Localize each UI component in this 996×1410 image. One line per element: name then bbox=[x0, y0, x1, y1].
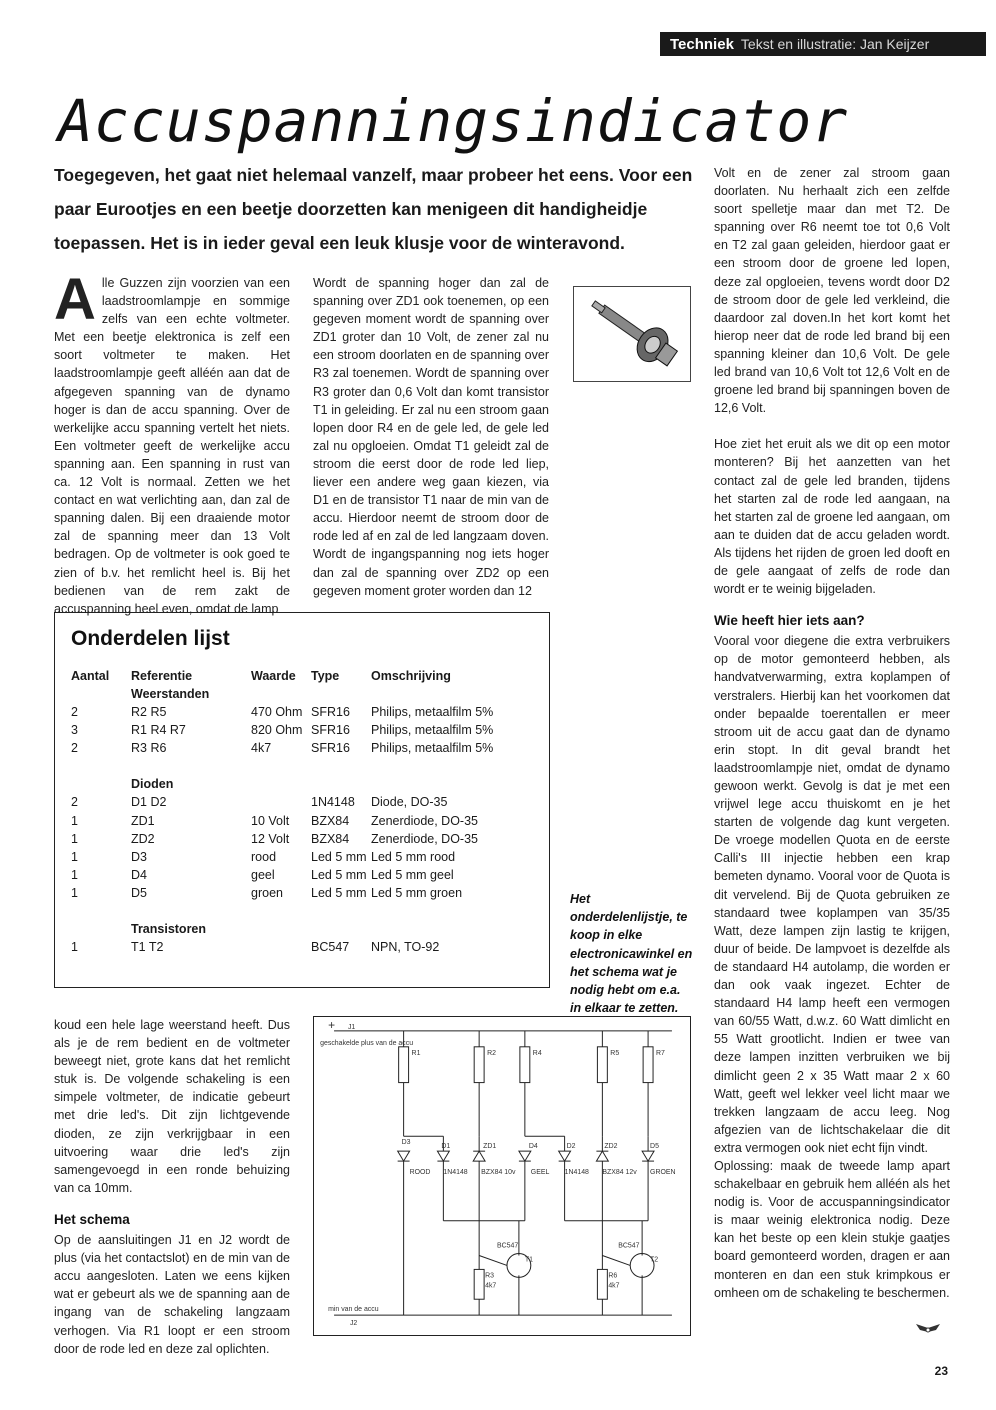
table-row bbox=[71, 938, 533, 956]
table-row bbox=[71, 866, 533, 884]
header-waarde: Waarde bbox=[251, 669, 296, 683]
group-name: Transistoren bbox=[131, 922, 207, 937]
spacer-row bbox=[71, 757, 533, 775]
d5-label: D5 bbox=[650, 1143, 659, 1151]
cell: 1 bbox=[71, 940, 78, 955]
resistor-r5 bbox=[597, 1031, 619, 1136]
cell: R1 R4 R7 bbox=[131, 723, 186, 738]
transistor-t2 bbox=[618, 1221, 658, 1315]
table-row bbox=[71, 848, 533, 866]
resistor-r2 bbox=[474, 1031, 496, 1136]
spacer-row bbox=[71, 902, 533, 920]
d5-value: GROEN bbox=[650, 1169, 676, 1177]
d2-label: D2 bbox=[566, 1143, 576, 1151]
figure-caption: Het onderdelenlijstje, te koop in elke electronicawinkel en het schema wat je nodig hebt om e.a. in elkaar te zetten. bbox=[570, 892, 693, 1016]
header-aantal: Aantal bbox=[71, 669, 110, 683]
column-2-text: Wordt de spanning hoger dan zal de spanning over ZD1 ook toenemen, op een gegeven moment wordt de spanning over ZD1 groter dan 10 Volt, de zener zal nu een stroom doorlaten en de spanning over R3 zal toenemen. Wordt de spanning over R3 groter dan 0,6 Volt dan komt transistor T1 in geleiding. Er zal nu een stroom gaan lopen door R4 en de gele led, de gele led zal nu opgloeien. Omdat T1 geleidt zal de stroom die eerst door de rode led liep, liever een andere weg gaan kiezen, via D1 en de transistor T1 naar de min van de accu. Hierdoor neemt de stroom door de rode led af en zal de led langzaam doven. Wordt de ingangspanning nog iets hoger dan zal de spanning over ZD2 op een gegeven moment groter worden dan 12 bbox=[313, 276, 549, 598]
article-intro: Toegegeven, het gaat niet helemaal vanzelf, maar probeer het eens. Voor een paar Eurootjes en een beetje doorzetten kan menigeen dit handigheidje toepassen. Het is in ieder geval een leuk klusje voor de winteravond. bbox=[54, 165, 693, 253]
cell: BZX84 bbox=[311, 813, 350, 828]
cell: Led 5 mm bbox=[311, 849, 367, 864]
j2-label: J2 bbox=[349, 1320, 358, 1328]
cell: D3 bbox=[131, 849, 147, 864]
r1-label: R1 bbox=[411, 1049, 421, 1057]
diode-d2 bbox=[559, 1136, 589, 1220]
column-4-paragraph: Op de aansluitingen J1 en J2 wordt de plus (via het contactslot) en de min van de accu aangesloten. Laten we eens kijken wat er gebeurt als we de spanning aan de ingang van de schakeling langzaam verhogen. Via R1 loopt er een stroom door de rode led en deze zal oplichten. bbox=[54, 1233, 290, 1356]
zd1-label: ZD1 bbox=[483, 1143, 497, 1151]
cell: BZX84 bbox=[311, 831, 350, 846]
parts-table bbox=[71, 669, 533, 956]
cell: groen bbox=[251, 885, 283, 900]
t2-label: T2 bbox=[650, 1256, 659, 1264]
d2-value: 1N4148 bbox=[564, 1169, 589, 1177]
zd2-label: ZD2 bbox=[604, 1143, 618, 1151]
cell: 820 Ohm bbox=[251, 723, 303, 738]
cell: 470 Ohm bbox=[251, 705, 303, 720]
r7-label: R7 bbox=[656, 1049, 665, 1057]
d1-label: D1 bbox=[441, 1143, 451, 1151]
cell: ZD1 bbox=[131, 813, 155, 828]
cell: NPN, TO-92 bbox=[371, 940, 440, 955]
table-row bbox=[71, 721, 533, 739]
cell: 2 bbox=[71, 795, 78, 810]
column-4 bbox=[54, 1016, 290, 1358]
cell: Diode, DO-35 bbox=[371, 795, 448, 810]
zd2-value: BZX84 12v bbox=[602, 1169, 637, 1177]
led-d4 bbox=[519, 1143, 550, 1221]
cell: R3 R6 bbox=[131, 741, 167, 756]
table-row bbox=[71, 812, 533, 830]
cell: Philips, metaalfilm 5% bbox=[371, 723, 494, 738]
table-row bbox=[71, 703, 533, 721]
cell: D5 bbox=[131, 885, 147, 900]
r2-label: R2 bbox=[487, 1049, 496, 1057]
column-3-paragraph: Hoe ziet het eruit als we dit op een motor monteren? Bij het aanzetten van het contact zal de gele led branden, tijdens het starten zal de rode led aangaan, na het starten zal de groene led aangaan, om aan te duiden dat de accu geladen wordt. Als tijdens het rijden de groen led dooft en de gele aangaat of zelfs de rode dan wordt er te weinig bijgeladen. bbox=[714, 437, 950, 597]
cell: SFR16 bbox=[311, 741, 350, 756]
d3-label: D3 bbox=[401, 1139, 411, 1147]
group-name: Weerstanden bbox=[131, 687, 210, 701]
r3-label: R3 bbox=[485, 1272, 494, 1280]
parts-list bbox=[54, 612, 550, 988]
cell: BC547 bbox=[311, 940, 350, 955]
cell: Led 5 mm bbox=[311, 867, 367, 882]
resistor-r4 bbox=[520, 1031, 542, 1136]
page-number: 23 bbox=[934, 1364, 948, 1378]
table-row bbox=[71, 830, 533, 848]
column-1-text: lle Guzzen zijn voorzien van een laadstroomlampje en sommige zelfs van een echte voltmeter. Met een beetje elektronica is zelf een soort voltmeter te maken. Het laadstroomlampje geeft alléén aan dat de afgegeven spanning van de dynamo hoger is dan de accu spanning. Over de werkelijke accu spanning vertelt het niets. Een voltmeter geeft de werkelijke accu spanning aan. Een spanning in rust van ca. 12 Volt is normaal. Zetten we het contact en wat verlichting aan, dan zal de spanning dalen. Bij een draaiende motor zal de spanning meer dan 13 Volt bedragen. Op de voltmeter is ook goed te zien of b.v. het remlicht heel is. Bij het bedienen van de rem zakt de accuspanning heel even, omdat de lamp bbox=[54, 276, 290, 616]
cell: SFR16 bbox=[311, 723, 350, 738]
subheading-wie: Wie heeft hier iets aan? bbox=[714, 613, 865, 629]
resistor-r3 bbox=[474, 1256, 496, 1316]
plus-symbol: + bbox=[328, 1017, 336, 1032]
zener-zd2 bbox=[596, 1136, 640, 1255]
cell: 1 bbox=[71, 813, 78, 828]
led-d3 bbox=[398, 1139, 431, 1315]
zd1-value: BZX84 10v bbox=[481, 1169, 516, 1177]
cell: Led 5 mm geel bbox=[371, 867, 454, 882]
table-row bbox=[71, 884, 533, 902]
transistor-t1 bbox=[497, 1221, 533, 1315]
group-name: Dioden bbox=[131, 777, 174, 792]
column-3 bbox=[714, 164, 950, 1302]
plus-label: geschakelde plus van de accu bbox=[320, 1039, 414, 1047]
header-omschrijving: Omschrijving bbox=[371, 669, 451, 683]
minus-label: min van de accu bbox=[328, 1306, 379, 1314]
column-4-paragraph: koud een hele lage weerstand heeft. Dus als je de rem bedient en de voltmeter beweegt niet, grote kans dat het remlicht stuk is. De volgende schakeling is een simpele voltmeter, de indicatie gebeurt met drie led's. Dit zijn lichtgevende dioden, ze zijn verkrijgbaar in een uitvoering waar drie led's zijn samengevoegd in een ronde behuizing van ca 10mm. bbox=[54, 1018, 290, 1195]
table-row bbox=[71, 793, 533, 811]
cell: 1 bbox=[71, 831, 78, 846]
column-3-paragraph: Volt en de zener zal stroom gaan doorlaten. Nu herhaalt zich een zelfde soort spelletje maar dan met T2. De spanning over R6 neemt toe tot 0,6 Volt en T2 zal gaan geleiden, hierdoor gaat er een stroom door de groene led lopen, deze zal opgloeien, tevens wordt door D2 de stroom door de gele led verkleind, die daardoor zal doven.In het kort komt het hierop neer dat de rode led brand bij een spanning kleiner dan 10,6 Volt. De gele led brand van 10,6 Volt tot 12,6 Volt en de groene led brand bij spanningen boven de 12,6 Volt. bbox=[714, 166, 950, 416]
column-1 bbox=[54, 267, 290, 618]
t2-type: BC547 bbox=[618, 1242, 640, 1250]
header-type: Type bbox=[311, 669, 340, 683]
r6-value: 4k7 bbox=[608, 1282, 620, 1290]
cell: 4k7 bbox=[251, 741, 272, 756]
j1-label: J1 bbox=[347, 1023, 356, 1031]
parts-body bbox=[71, 685, 533, 956]
drop-cap: A bbox=[54, 267, 96, 332]
subheading-schema: Het schema bbox=[54, 1211, 130, 1227]
group-row bbox=[71, 685, 533, 703]
d3-value: ROOD bbox=[409, 1169, 431, 1177]
r4-label: R4 bbox=[532, 1049, 542, 1057]
d4-value: GEEL bbox=[530, 1169, 550, 1177]
parts-header-row bbox=[71, 669, 533, 685]
parts-list-title: Onderdelen lijst bbox=[71, 627, 230, 650]
cell: Zenerdiode, DO-35 bbox=[371, 831, 479, 846]
cell: 1 bbox=[71, 885, 78, 900]
cell: D4 bbox=[131, 867, 147, 882]
diode-d1 bbox=[437, 1136, 467, 1220]
header-referentie: Referentie bbox=[131, 669, 193, 683]
cell: Led 5 mm bbox=[311, 885, 367, 900]
cell: Philips, metaalfilm 5% bbox=[371, 705, 494, 720]
cell: SFR16 bbox=[311, 705, 350, 720]
resistor-r6 bbox=[597, 1256, 619, 1316]
cell: Zenerdiode, DO-35 bbox=[371, 813, 479, 828]
cell: R2 R5 bbox=[131, 705, 167, 720]
cell: D1 D2 bbox=[131, 795, 167, 810]
zener-zd1 bbox=[473, 1136, 519, 1255]
t1-type: BC547 bbox=[497, 1242, 519, 1250]
cell: Led 5 mm rood bbox=[371, 849, 456, 864]
t1-label: T1 bbox=[524, 1256, 533, 1264]
circuit-schematic bbox=[313, 1016, 691, 1336]
cell bbox=[251, 938, 311, 956]
r6-label: R6 bbox=[608, 1272, 618, 1280]
d4-label: D4 bbox=[528, 1143, 538, 1151]
cell: ZD2 bbox=[131, 831, 155, 846]
group-row bbox=[71, 920, 533, 938]
column-2 bbox=[313, 274, 549, 600]
r5-label: R5 bbox=[610, 1049, 620, 1057]
cell: 1 bbox=[71, 849, 78, 864]
cell: rood bbox=[251, 849, 277, 864]
cell: Led 5 mm groen bbox=[371, 885, 463, 900]
led-d5 bbox=[642, 1136, 675, 1220]
cell: T1 T2 bbox=[131, 940, 164, 955]
r3-value: 4k7 bbox=[485, 1282, 497, 1290]
section-header bbox=[660, 32, 986, 56]
author-credit: Tekst en illustratie: Jan Keijzer bbox=[740, 36, 930, 52]
cell: 3 bbox=[71, 723, 78, 738]
resistor-r7 bbox=[643, 1031, 665, 1136]
crankshaft-illustration bbox=[573, 286, 691, 382]
section-name: Techniek bbox=[670, 35, 734, 53]
group-row bbox=[71, 775, 533, 793]
table-row bbox=[71, 739, 533, 757]
cell: geel bbox=[251, 867, 275, 882]
d1-value: 1N4148 bbox=[443, 1169, 468, 1177]
cell: 2 bbox=[71, 741, 78, 756]
cell: 12 Volt bbox=[251, 831, 290, 846]
cell: 2 bbox=[71, 705, 78, 720]
cell: Philips, metaalfilm 5% bbox=[371, 741, 494, 756]
cell: 1N4148 bbox=[311, 795, 355, 810]
schematic-svg bbox=[314, 1017, 690, 1335]
cell: 1 bbox=[71, 867, 78, 882]
cell: 10 Volt bbox=[251, 813, 290, 828]
article-title: Accuspanningsindicator bbox=[58, 87, 849, 155]
column-3-paragraph: Oplossing: maak de tweede lamp apart schakelbaar en gebruik hem alléén als het nodig is. Voor de accuspanningsindicator is maar weinig elektronica nodig. Deze kan het beste op een klein stukje gaatjes board gemonteerd worden, dragen er aan monteren en dan een stuk krimpkous er omheen om de schakeling te beschermen. bbox=[714, 1158, 950, 1300]
cell bbox=[251, 793, 311, 811]
column-3-paragraph: Vooral voor diegene die extra verbruikers op de motor gemonteerd hebben, als handvatverwarming, extra koplampen of verstralers. Hierbij kan het voorkomen dat onder bepaalde toerentallen er meer stroom uit de accu gaat dan de dynamo erin stopt. In dit geval brandt het laadstroomlampje niet, omdat de dynamo gewoon werkt. Gevolg is dat je met een vrijwel lege accu thuiskomt en je het starten de volgende dag kunt vergeten. De vroege modellen Quota en de eerste Calli's III injectie hebben een krap bemeten dynamo. Vooral voor de Quota is dit vervelend. Bij de Quota gebruiken ze standaard twee koplampen van 35/35 Watt, deze lampen zijn lastig te krijgen, duur of beide. De lampvoet is dezelfde als de standaard H4 autolamp, die worden er dan ook vaak ingezet. Echter de standaard H4 lamp heeft een vermogen van 60/55 Watt, d.w.z. 60 Watt dimlicht en 55 Watt grootlicht. Indien er twee van deze lampen inzitten verbruiken we bij dimlicht geen 2 x 35 Watt maar 2 x 60 Watt, geeft wel lekker veel licht maar we trekken langzaam de accu leeg. Nog afgezien van de lichtschakelaar die dit extra vermogen ook niet echt fijn vindt. bbox=[714, 634, 950, 1155]
guzzi-eagle-icon bbox=[916, 1320, 940, 1336]
